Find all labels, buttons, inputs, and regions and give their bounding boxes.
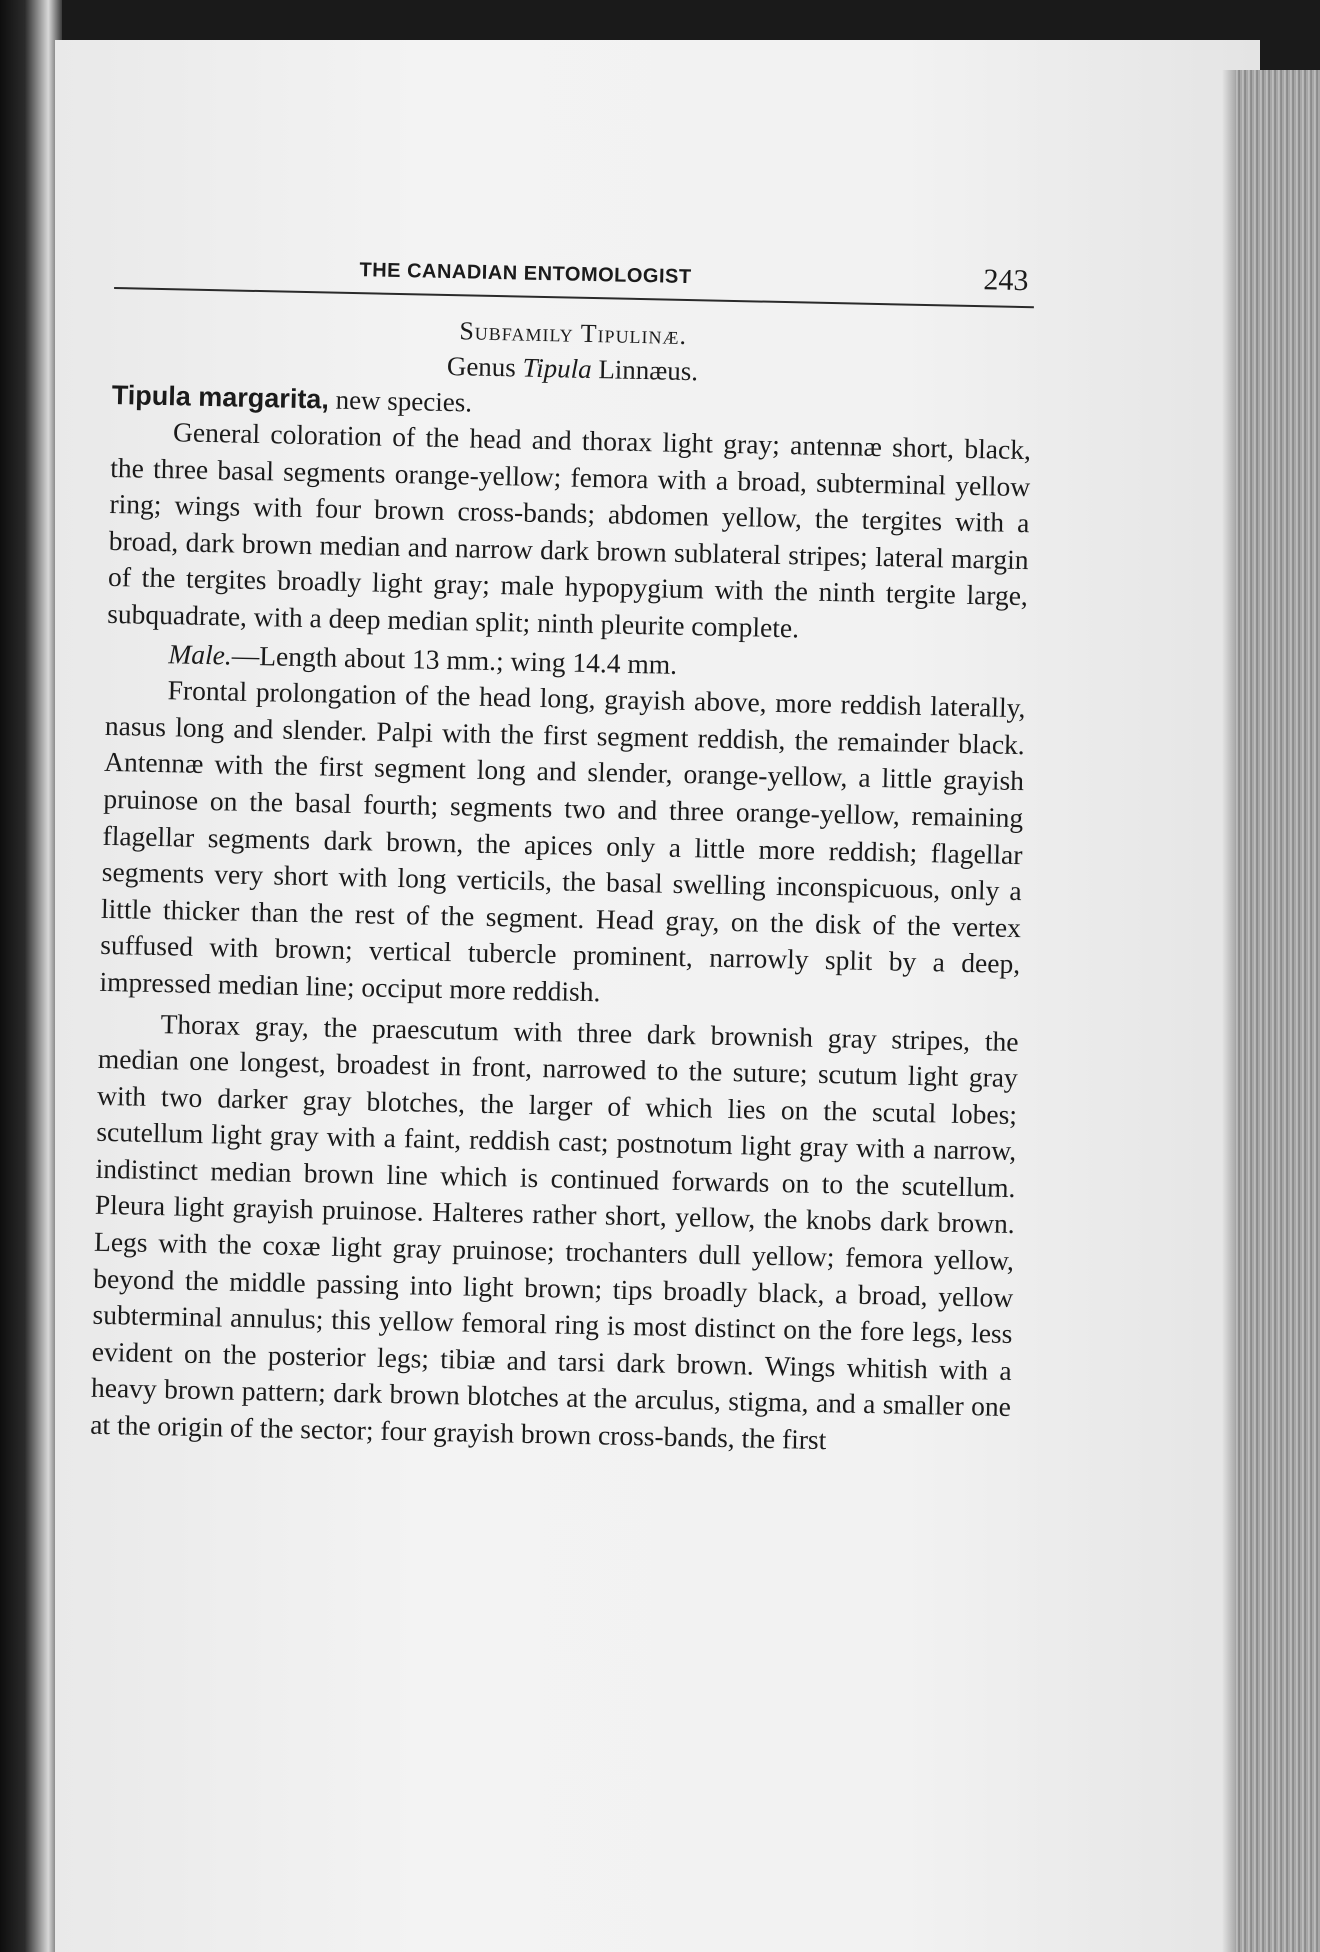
genus-prefix: Genus [446, 350, 523, 383]
species-status: new species. [328, 384, 473, 418]
male-label: Male. [168, 637, 233, 671]
page-number: 243 [983, 263, 1029, 298]
species-name: Tipula margarita, [111, 379, 330, 415]
diagnosis-paragraph: General coloration of the head and thorax light gray; antennæ short, black, the three basal segments orange-yellow; femora with a broad, subterminal yellow ring; wings with four brown cross-bands; abdomen yellow, the tergites with a broad, dark brown median and narrow dark brown sublateral stripes; lateral margin of the tergites broadly light gray; male hypopygium with the ninth tergite large, subquadrate, with a deep median split; ninth pleurite complete. [106, 416, 1032, 644]
book-gutter-edge [0, 0, 62, 1952]
head-description-paragraph: Frontal prolongation of the head long, grayish above, more reddish laterally, nasus long and slender. Palpi with the first segment reddish, the remainder black. Antennæ with the first segment long and slender, orange-yellow, a little grayish pruinose on the basal fourth; segments two and three orange-yellow, remaining flagellar segments dark brown, the apices only a little more reddish; flagellar segments very short with long verticils, the basal swelling inconspicuous, only a little thicker than the rest of the segment. Head gray, on the disk of the vertex suffused with brown; vertical tubercle prominent, narrowly split by a deep, impressed median line; occiput more reddish. [99, 674, 1026, 1008]
subfamily-heading: Subfamily Tipulinæ. [459, 316, 688, 350]
genus-name: Tipula [522, 352, 592, 385]
male-measure-text: —Length about 13 mm.; wing 14.4 mm. [231, 639, 678, 680]
genus-author: Linnæus. [591, 354, 699, 387]
book-fore-edge [1235, 70, 1320, 1952]
page-content [90, 245, 1035, 1463]
journal-title: THE CANADIAN ENTOMOLOGIST [359, 259, 692, 289]
thorax-description-paragraph: Thorax gray, the praescutum with three dark brownish gray stripes, the median one longest, broadest in front, narrowed to the suture; scutum light gray with two darker gray blotches, the larger of which lies on the scutal lobes; scutellum light gray with a faint, reddish cast; postnotum light gray with a narrow, indistinct median brown line which is continued forwards on to the scutellum. Pleura light grayish pruinose. Halteres rather short, yellow, the knobs dark brown. Legs with the coxæ light gray pruinose; trochanters dull yellow; femora yellow, beyond the middle passing into light brown; tips broadly black, a broad, yellow subterminal annulus; this yellow femoral ring is most distinct on the fore legs, less evident on the posterior legs; tibiæ and tarsi dark brown. Wings whitish with a heavy brown pattern; dark brown blotches at the arculus, stigma, and a smaller one at the origin of the sector; four grayish brown cross-bands, the first [89, 1007, 1019, 1456]
